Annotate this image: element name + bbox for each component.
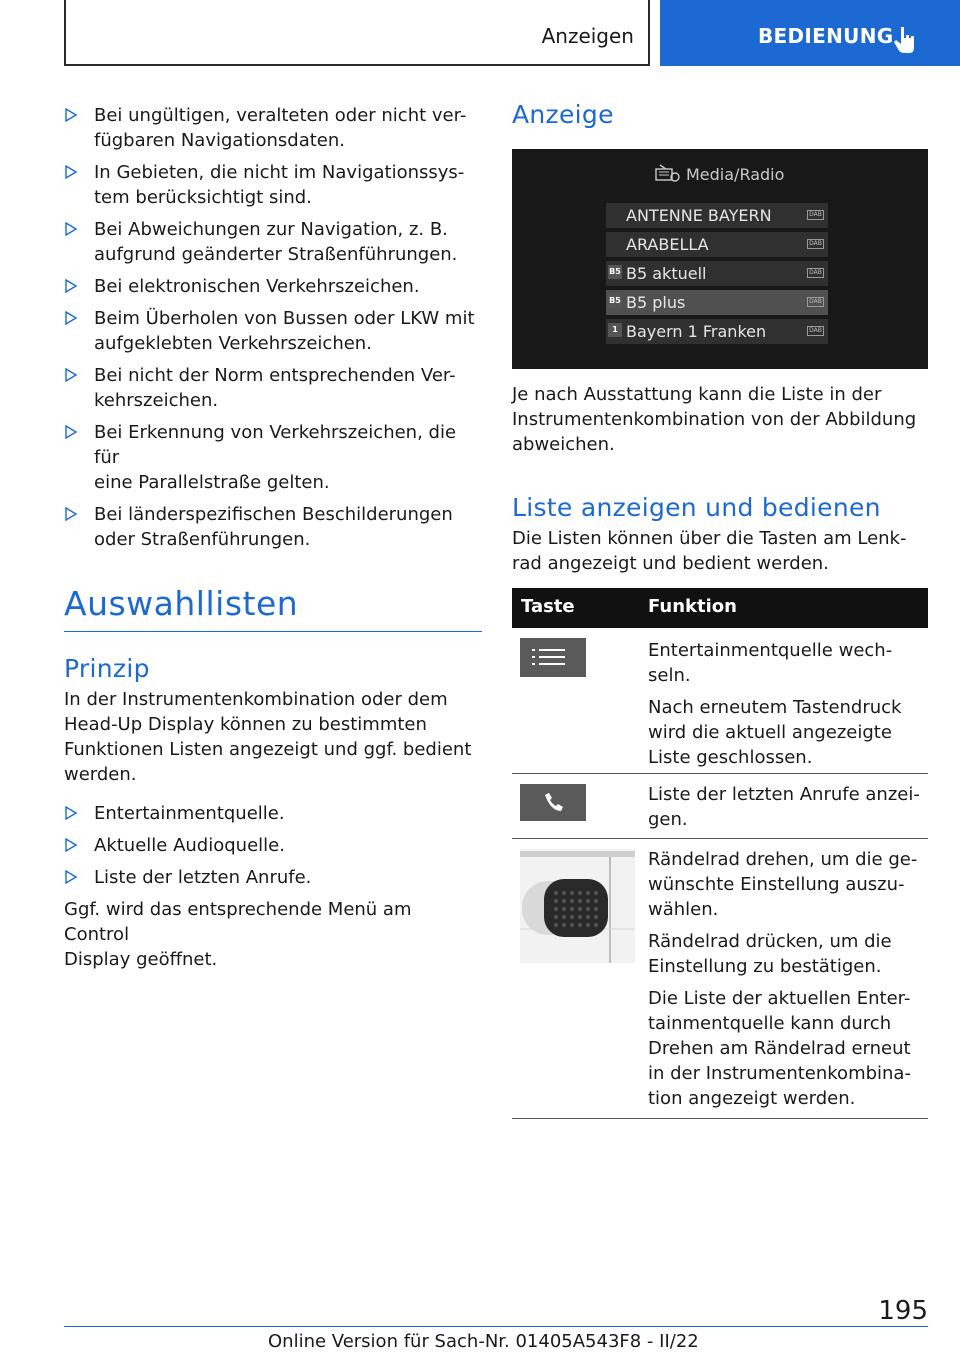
column-header-funktion: Funktion (648, 596, 737, 617)
list-item: Entertainmentquelle. (64, 801, 482, 826)
hand-pointer-icon (894, 26, 918, 54)
station-logo-icon: B5 (608, 265, 622, 279)
header-section-box (64, 0, 650, 66)
heading-rule (64, 631, 482, 632)
list-item: Beim Überholen von Bussen oder LKW mit aufgeklebten Verkehrszeichen. (64, 306, 482, 356)
dab-icon: DAB (807, 297, 824, 307)
column-header-taste: Taste (521, 596, 575, 617)
list-item: Bei nicht der Norm entsprechenden Ver- kehrszeichen. (64, 363, 482, 413)
footer-rule (64, 1326, 928, 1327)
display-title: Media/Radio (686, 165, 785, 184)
media-radio-icon (654, 163, 680, 183)
dab-icon: DAB (807, 239, 824, 249)
heading-auswahllisten: Auswahllisten (64, 584, 299, 623)
heading-anzeige: Anzeige (512, 100, 614, 129)
dab-icon: DAB (807, 268, 824, 278)
station-logo-icon: 1 (608, 323, 622, 337)
list-item: Bei Erkennung von Verkehrszeichen, die für eine Parallelstraße gelten. (64, 420, 482, 495)
display-row: ARABELLA DAB (606, 232, 828, 257)
triangle-bullet-icon (64, 368, 78, 382)
instrument-display-image (512, 149, 928, 369)
header-chapter-box (660, 0, 960, 66)
triangle-bullet-icon (64, 425, 78, 439)
list-item: Bei ungültigen, veralteten oder nicht ver- fügbaren Navigationsdaten. (64, 103, 482, 153)
list-item: Liste der letzten Anrufe. (64, 865, 482, 890)
triangle-bullet-icon (64, 222, 78, 236)
list-icon (520, 638, 586, 677)
page-number: 195 (878, 1296, 928, 1326)
left-column (64, 103, 482, 972)
triangle-bullet-icon (64, 108, 78, 122)
display-caption: Je nach Ausstattung kann die Liste in der Instrumentenkombination von der Abbildung abweichen. (512, 384, 917, 455)
table-row (512, 839, 928, 1119)
table-row (512, 628, 928, 774)
dab-icon: DAB (807, 210, 824, 220)
function-cell: Entertainmentquelle wech- seln. Nach erneutem Tastendruck wird die aktuell angezeigte Liste geschlossen. (648, 640, 902, 768)
triangle-bullet-icon (64, 838, 78, 852)
station-logo-icon: B5 (608, 294, 622, 308)
conditions-list (64, 103, 482, 552)
triangle-bullet-icon (64, 870, 78, 884)
footer-online-version: Online Version für Sach-Nr. 01405A543F8 - II/22 (268, 1331, 699, 1352)
function-cell: Rändelrad drehen, um die ge- wünschte Einstellung auszu- wählen. Rändelrad drücken, um die Einstellung zu bestätigen. Die Liste der aktuellen Enter- tainmentquelle kann durch Drehen am Rändelrad erneut in der Instrumentenkombina- tion angezeigt werden. (648, 849, 918, 1109)
function-cell: Liste der letzten Anrufe anzei- gen. (648, 784, 920, 830)
closing-paragraph: Ggf. wird das entsprechende Menü am Control Display geöffnet. (64, 899, 412, 970)
list-item: Aktuelle Audioquelle. (64, 833, 482, 858)
display-row-selected: B5 B5 plus DAB (606, 290, 828, 315)
triangle-bullet-icon (64, 311, 78, 325)
triangle-bullet-icon (64, 806, 78, 820)
dab-icon: DAB (807, 326, 824, 336)
list-item: Bei Abweichungen zur Navigation, z. B. aufgrund geänderter Straßenführungen. (64, 217, 482, 267)
key-function-table (512, 588, 928, 1119)
phone-icon (520, 784, 586, 821)
phone-button-key (520, 784, 586, 821)
list-types (64, 801, 482, 890)
subheading-liste-bedienen: Liste anzeigen und bedienen (512, 493, 881, 522)
prinzip-paragraph: In der Instrumentenkombination oder dem Head-Up Display können zu bestimmten Funktionen Listen angezeigt und ggf. bedient werden. (64, 689, 472, 785)
list-item: Bei länderspezifischen Beschilderungen oder Straßenführungen. (64, 502, 482, 552)
right-column (512, 100, 928, 129)
display-row: ANTENNE BAYERN DAB (606, 203, 828, 228)
subheading-prinzip: Prinzip (64, 654, 150, 683)
display-row: B5 B5 aktuell DAB (606, 261, 828, 286)
list-item: In Gebieten, die nicht im Navigationssys- tem berücksichtigt sind. (64, 160, 482, 210)
table-row (512, 774, 928, 839)
list-item: Bei elektronischen Verkehrszeichen. (64, 274, 482, 299)
list-button-key (520, 638, 586, 677)
triangle-bullet-icon (64, 507, 78, 521)
table-header (512, 588, 928, 628)
right-column-text (512, 382, 928, 576)
thumbwheel-icon (520, 849, 635, 963)
triangle-bullet-icon (64, 279, 78, 293)
header-chapter-title: BEDIENUNG (758, 24, 894, 48)
liste-intro: Die Listen können über die Tasten am Lenk- rad angezeigt und bedient werden. (512, 528, 907, 574)
triangle-bullet-icon (64, 165, 78, 179)
display-row: 1 Bayern 1 Franken DAB (606, 319, 828, 344)
header-section-title: Anzeigen (541, 24, 634, 48)
